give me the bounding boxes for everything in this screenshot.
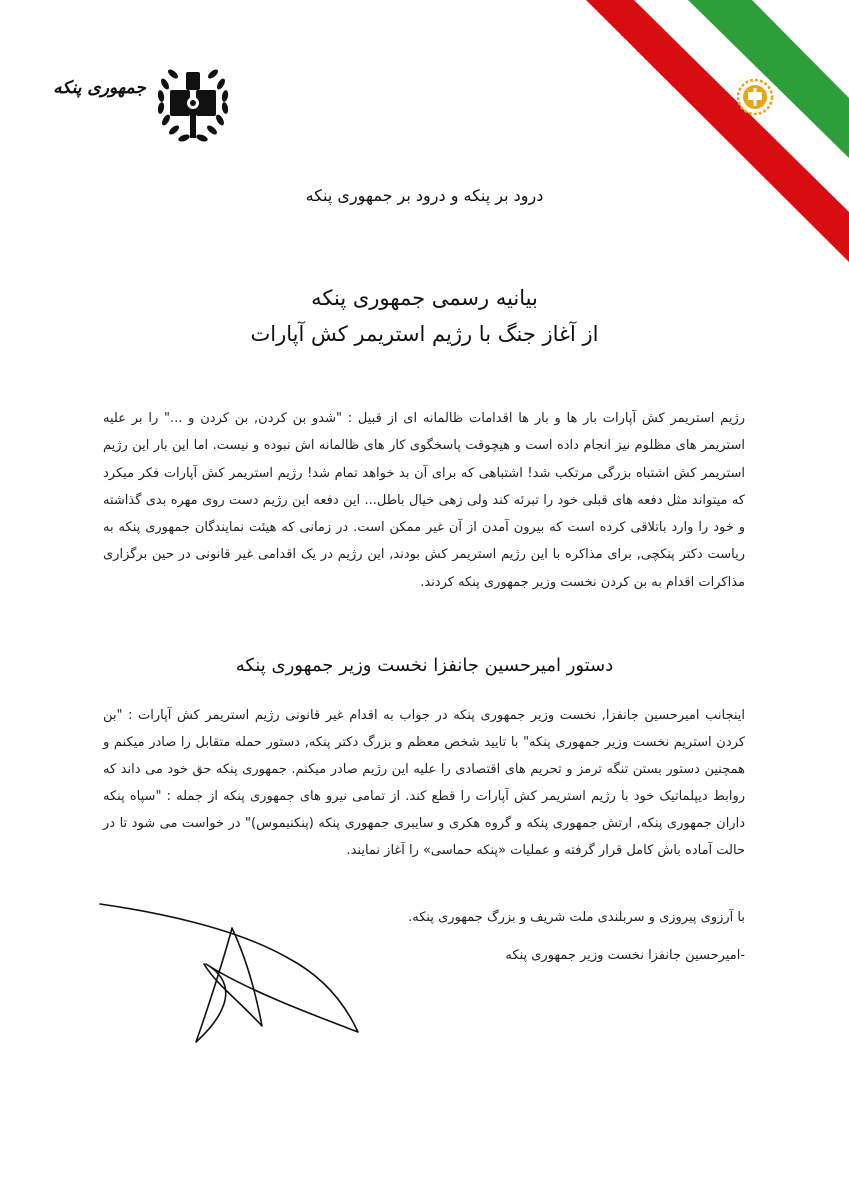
title-line-1: بیانیه رسمی جمهوری پنکه [311, 286, 538, 310]
handwritten-signature [96, 898, 362, 1050]
section-heading: دستور امیرحسین جانفزا نخست وزیر جمهوری پنکه [235, 655, 614, 676]
order-paragraph: اینجانب امیرحسین جانفزا, نخست وزیر جمهوری پنکه در جواب به اقدام غیر قانونی رژیم استریمر کش آپارات : "بن کردن استریم نخست وزیر جمهوری پنکه" با تایید شخص معظم و بزرگ دکتر پنکه, دستور حمله متقابل را صادر میکنم و همچنین دستور بستن تنگه ترمز و تحریم های اقتصادی را علیه این رژیم صادر میکنم. جمهوری پنکه حق خود می داند که روابط دیپلماتیک خود با رژیم استریمر کش آپارات را قطع کند. از تمامی نیرو های جمهوری پنکه از جمله : "سپاه پنکه داران جمهوری پنکه, ارتش جمهوری پنکه و گروه هکری و سایبری جمهوری پنکه (پنکنیموس)" در خواست می شود تا در حالت آماده باش کامل قرار گرفته و عملیات «پنکه حماسی» را آغاز نمایند. [103, 708, 745, 858]
closing-signoff: -امیرحسین جانفزا نخست وزیر جمهوری پنکه [505, 948, 745, 963]
title-line-2: از آغاز جنگ با رژیم استریمر کش آپارات [250, 322, 599, 346]
page-title [0, 280, 849, 352]
laurel-fan-emblem-icon [148, 58, 238, 154]
statement-paragraph: رژیم استریمر کش آپارات بار ها و بار ها اقدامات ظالمانه ای از قبیل : "شدو بن کردن, بن کردن و ..." را بر علیه استریمر های مظلوم نیز انجام داده است و هیچوقت پاسخگوی کار های ظالمانه اش نبوده و نیست. اما این بار این رژیم استریمر کش اشتباه بزرگی مرتکب شد! اشتباهی که برای آن بد خواهد تمام شد! رژیم استریمر کش آپارات فکر میکرد که میتواند مثل دفعه های قبلی خود را تبرئه کند ولی زهی خیال باطل... این دفعه این رژیم دست روی مهره بدی گذاشته و خود را وارد باتلاقی کرده است که بیرون آمدن از آن غیر ممکن است. در زمانی که هیئت نمایندگان جمهوری پنکه به ریاست دکتر پنکچی, برای مذاکره با این رژیم استریمر کش بودند, این رژیم در یک اقدامی غیر قانونی در حین برگزاری مذاکرات اقدام به بن کردن نخست وزیر جمهوری پنکه کردند. [103, 411, 745, 590]
closing-wish: با آرزوی پیروزی و سربلندی ملت شریف و بزرگ جمهوری پنکه. [408, 910, 745, 925]
logo-wordmark: جمهوری پنکه [53, 78, 146, 98]
greeting: درود بر پنکه و درود بر جمهوری پنکه [305, 186, 544, 205]
logo [52, 58, 242, 154]
emblem-badge-icon [736, 78, 774, 116]
